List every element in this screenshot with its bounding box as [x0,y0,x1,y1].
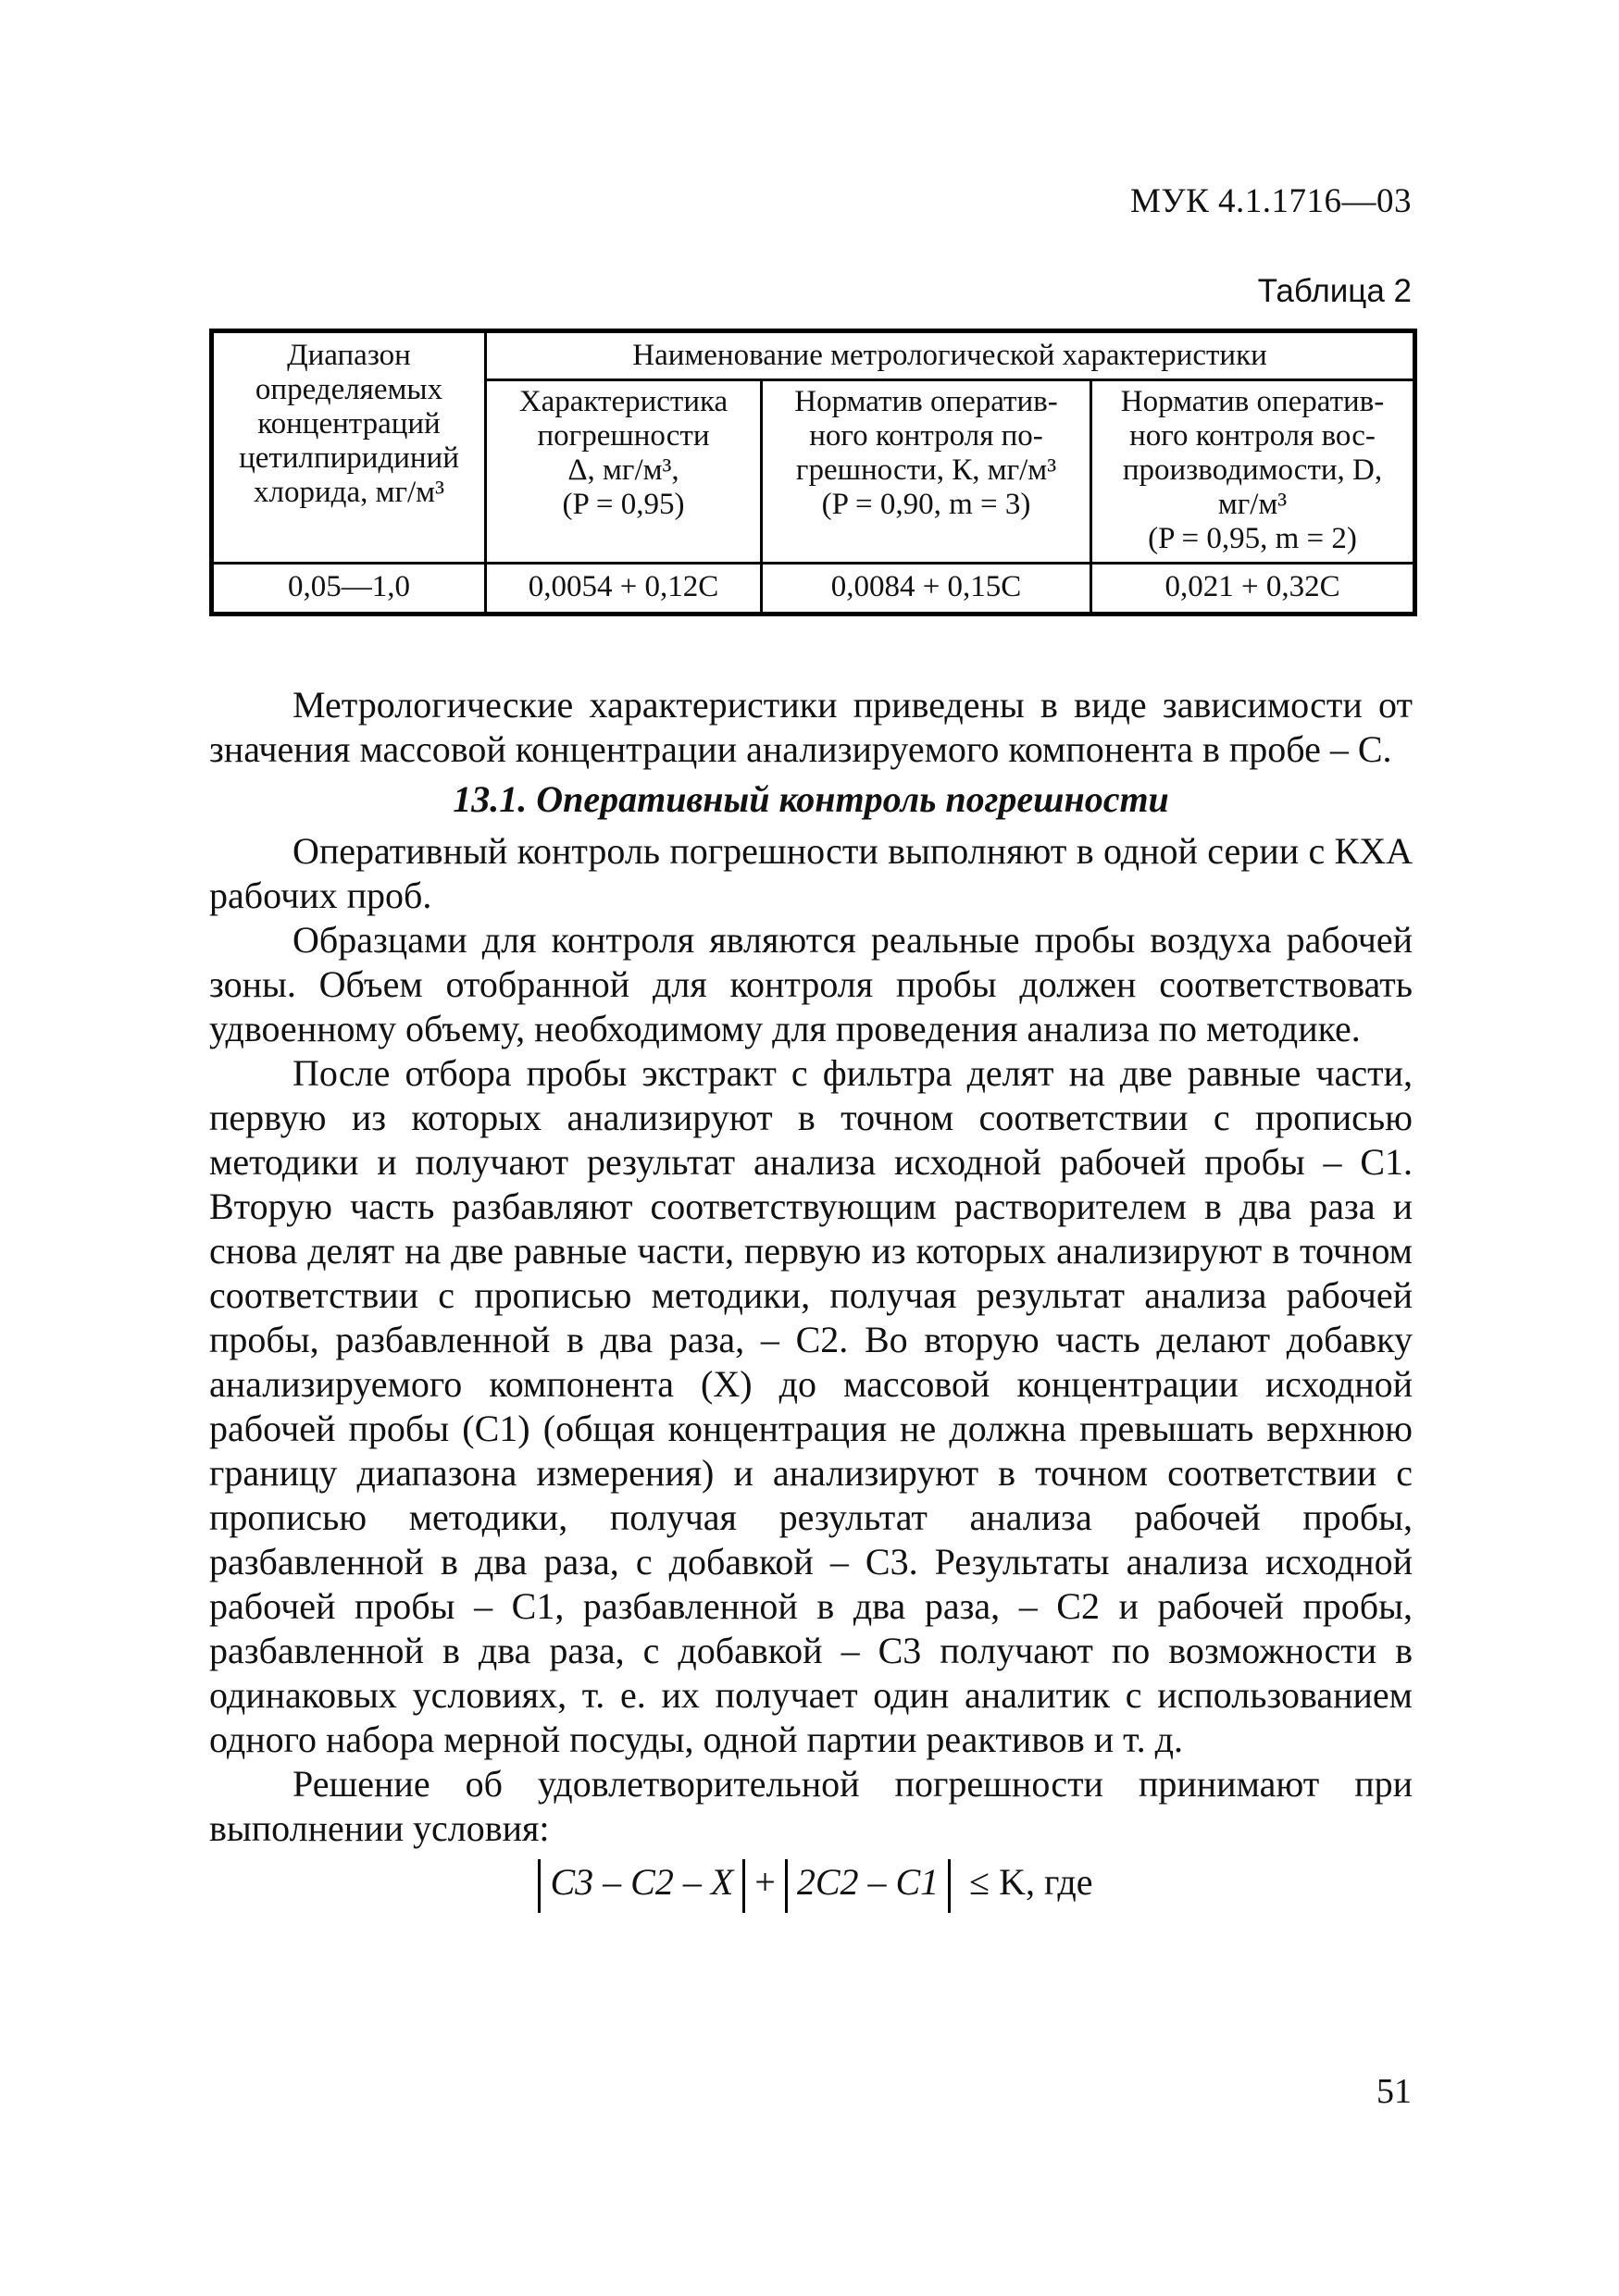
formula-right: 2C2 – C1 [796,1861,940,1903]
group-header: Наименование метрологической характеристики [632,339,1267,372]
table-cell-error-control: 0,0084 + 0,15C [762,564,1091,614]
body-text [209,683,1413,1913]
table-cell-range: 0,05—1,0 [212,564,486,614]
range-header: Диапазон определяемых концентраций цетилпиридиний хлорида, мг/м³ [239,339,459,509]
column-header-error-control: Норматив оператив- ного контроля по- грешности, К, мг/м³ (P = 0,90, m = 3) [762,380,1091,564]
abs-bar [948,1859,951,1913]
paragraph-metrology: Метрологические характеристики приведены в виде зависимости от значения массовой концентрации анализируемого компонента в пробе – C. [209,684,1413,770]
column-header-reproducibility: Норматив оператив- ного контроля вос- производимости, D, мг/м³ (P = 0,95, m = 2) [1091,380,1415,564]
paragraph-decision: Решение об удовлетворительной погрешности принимают при выполнении условия: [209,1763,1413,1849]
paragraph-control: Оперативный контроль погрешности выполняют в одной серии с КХА рабочих проб. [209,830,1413,916]
paragraph-samples: Образцами для контроля являются реальные пробы воздуха рабочей зоны. Объем отобранной для контроля пробы должен соответствовать удвоенному объему, необходимому для проведения анализа по методике. [209,919,1413,1049]
abs-bar [742,1859,745,1913]
range-header-cell [212,331,486,564]
abs-bar [785,1859,788,1913]
paragraph-procedure: После отбора пробы экстракт с фильтра делят на две равные части, первую из которых анализируют в точном соответствии с прописью методики и получают результат анализа исходной рабочей пробы – C1. Вторую часть разбавляют соответствующим растворителем в два раза и снова делят на две равные части, первую из которых анализируют в точном соответствии с прописью методики, получая результат анализа рабочей пробы, разбавленной в два раза, – C2. Во вторую часть делают добавку анализируемого компонента (X) до массовой концентрации исходной рабочей пробы (C1) (общая концентрация не должна превышать верхнюю границу диапазона измерения) и анализируют в точном соответствии с прописью методики, получая результат анализа рабочей пробы, разбавленной в два раза, с добавкой – C3. Результаты анализа исходной рабочей пробы – C1, разбавленной в два раза, – C2 и рабочей пробы, разбавленной в два раза, с добавкой – C3 получают по возможности в одинаковых условиях, т. е. их получает один аналитик с использованием одного набора мерной посуды, одной партии реактивов и т. д. [209,1052,1413,1760]
metrology-table [209,329,1417,616]
group-header-cell [486,331,1415,380]
table-caption: Таблица 2 [1257,273,1412,309]
document-code: МУК 4.1.1716—03 [1129,182,1412,220]
table-cell-error: 0,0054 + 0,12C [486,564,762,614]
formula [209,1855,1413,1913]
column-header-error: Характеристика погрешности Δ, мг/м³, (P = 0,95) [486,380,762,564]
table-cell-reproducibility: 0,021 + 0,32C [1091,564,1415,614]
page-number: 51 [1376,2072,1412,2111]
formula-tail: ≤ K, где [969,1861,1093,1903]
formula-left: C3 – C2 – X [550,1861,734,1903]
formula-plus: + [754,1861,776,1903]
section-title: 13.1. Оперативный контроль погрешности [453,778,1169,820]
abs-bar [538,1859,541,1913]
